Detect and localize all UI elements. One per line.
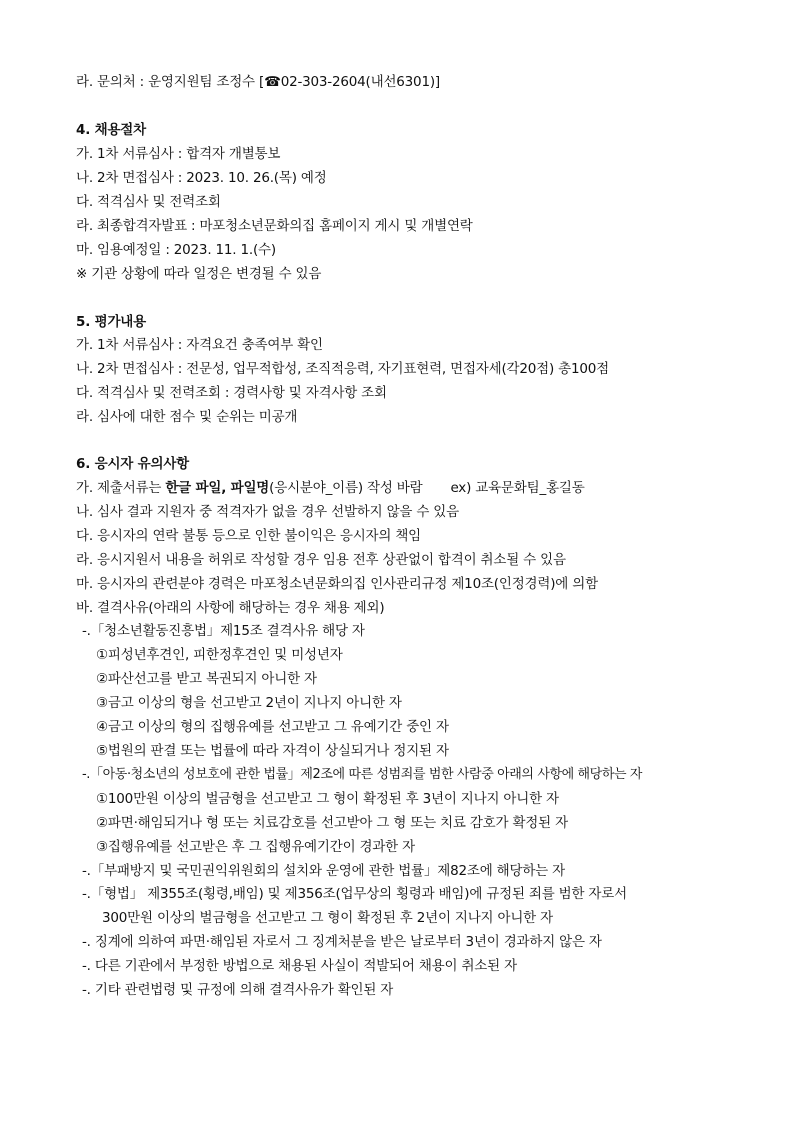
disqualification-sub-item: ④금고 이상의 형의 집행유예를 선고받고 그 유예기간 중인 자 <box>96 719 449 735</box>
section-5-item: 나. 2차 면접심사 : 전문성, 업무적합성, 조직적응력, 자기표현력, 면접자세(각20점) 총100점 <box>76 361 610 377</box>
disqualification-law-item: -.「청소년활동진흥법」제15조 결격사유 해당 자 <box>82 623 365 639</box>
section-6-title: 6. 응시자 유의사항 <box>76 456 190 472</box>
disqualification-law-item: -.「아동·청소년의 성보호에 관한 법률」제2조에 따른 성범죄를 범한 사람중 아래의 사항에 해당하는 자 <box>82 767 643 782</box>
disqualification-sub-item: ②파면·해임되거나 형 또는 치료감호를 선고받아 그 형 또는 치료 감호가 확정된 자 <box>96 815 568 831</box>
disqualification-law-item: -. 기타 관련법령 및 규정에 의해 결격사유가 확인된 자 <box>82 982 394 998</box>
disqualification-sub-item: ⑤법원의 판결 또는 법률에 따라 자격이 상실되거나 정지된 자 <box>96 743 449 759</box>
section-5-item: 다. 적격심사 및 전력조회 : 경력사항 및 자격사항 조회 <box>76 385 387 401</box>
section-5-item: 라. 심사에 대한 점수 및 순위는 미공개 <box>76 409 298 425</box>
section-6-item: 라. 응시지원서 내용을 허위로 작성할 경우 임용 전후 상관없이 합격이 취소될 수 있음 <box>76 552 566 568</box>
section-4-item: 마. 임용예정일 : 2023. 11. 1.(수) <box>76 242 276 258</box>
contact-phone: 02-303-2604(내선6301)] <box>280 74 440 90</box>
section-6-item: 다. 응시자의 연락 불통 등으로 인한 불이익은 응시자의 책임 <box>76 528 422 544</box>
section-4-note: ※ 기관 상황에 따라 일정은 변경될 수 있음 <box>76 266 322 282</box>
disqualification-law-item: -. 다른 기관에서 부정한 방법으로 채용된 사실이 적발되어 채용이 취소된 자 <box>82 958 517 974</box>
phone-icon: ☎ <box>264 74 281 90</box>
item-ga-bold: 한글 파일, 파일명 <box>165 480 270 496</box>
section-4-item: 다. 적격심사 및 전력조회 <box>76 194 221 210</box>
section-4-item: 가. 1차 서류심사 : 합격자 개별통보 <box>76 146 281 162</box>
section-6-item: 마. 응시자의 관련분야 경력은 마포청소년문화의집 인사관리규정 제10조(인정경력)에 의함 <box>76 576 598 592</box>
disqualification-sub-item: ③집행유예를 선고받은 후 그 집행유예기간이 경과한 자 <box>96 839 415 855</box>
contact-line <box>76 73 440 91</box>
disqualification-law-item: -.「형법」 제355조(횡령,배임) 및 제356조(업무상의 횡령과 배임)에 규정된 죄를 범한 자로서 <box>82 886 627 902</box>
item-ga-suffix: (응시분야_이름) 작성 바람 <box>269 480 423 496</box>
disqualification-sub-item: ①피성년후견인, 피한정후견인 및 미성년자 <box>96 647 343 663</box>
contact-prefix: 라. 문의처 : 운영지원팀 조정수 [ <box>76 74 265 90</box>
disqualification-law-item: -. 징계에 의하여 파면·해임된 자로서 그 징계처분을 받은 날로부터 3년이 경과하지 않은 자 <box>82 934 602 950</box>
section-5-title: 5. 평가내용 <box>76 314 146 330</box>
section-4-item: 나. 2차 면접심사 : 2023. 10. 26.(목) 예정 <box>76 170 327 186</box>
section-5-item: 가. 1차 서류심사 : 자격요건 충족여부 확인 <box>76 337 323 353</box>
section-4-item: 라. 최종합격자발표 : 마포청소년문화의집 홈페이지 게시 및 개별연락 <box>76 218 473 234</box>
disqualification-law-item: -.「부패방지 및 국민권익위원회의 설치와 운영에 관한 법률」제82조에 해당하는 자 <box>82 863 565 879</box>
disqualification-sub-item: ③금고 이상의 형을 선고받고 2년이 지나지 아니한 자 <box>96 695 402 711</box>
section-6-item-ga <box>76 479 585 497</box>
section-4-title: 4. 채용절차 <box>76 122 146 138</box>
disqualification-sub-item: ②파산선고를 받고 복권되지 아니한 자 <box>96 671 317 687</box>
item-ga-example: ex) 교육문화팀_홍길동 <box>450 480 585 496</box>
disqualification-sub-item: ①100만원 이상의 벌금형을 선고받고 그 형이 확정된 후 3년이 지나지 아니한 자 <box>96 791 559 807</box>
section-6-item: 나. 심사 결과 지원자 중 적격자가 없을 경우 선발하지 않을 수 있음 <box>76 504 459 520</box>
disqualification-continuation: 300만원 이상의 벌금형을 선고받고 그 형이 확정된 후 2년이 지나지 아니한 자 <box>102 910 553 926</box>
item-ga-prefix: 가. 제출서류는 <box>76 480 166 496</box>
section-6-item: 바. 결격사유(아래의 사항에 해당하는 경우 채용 제외) <box>76 600 385 616</box>
